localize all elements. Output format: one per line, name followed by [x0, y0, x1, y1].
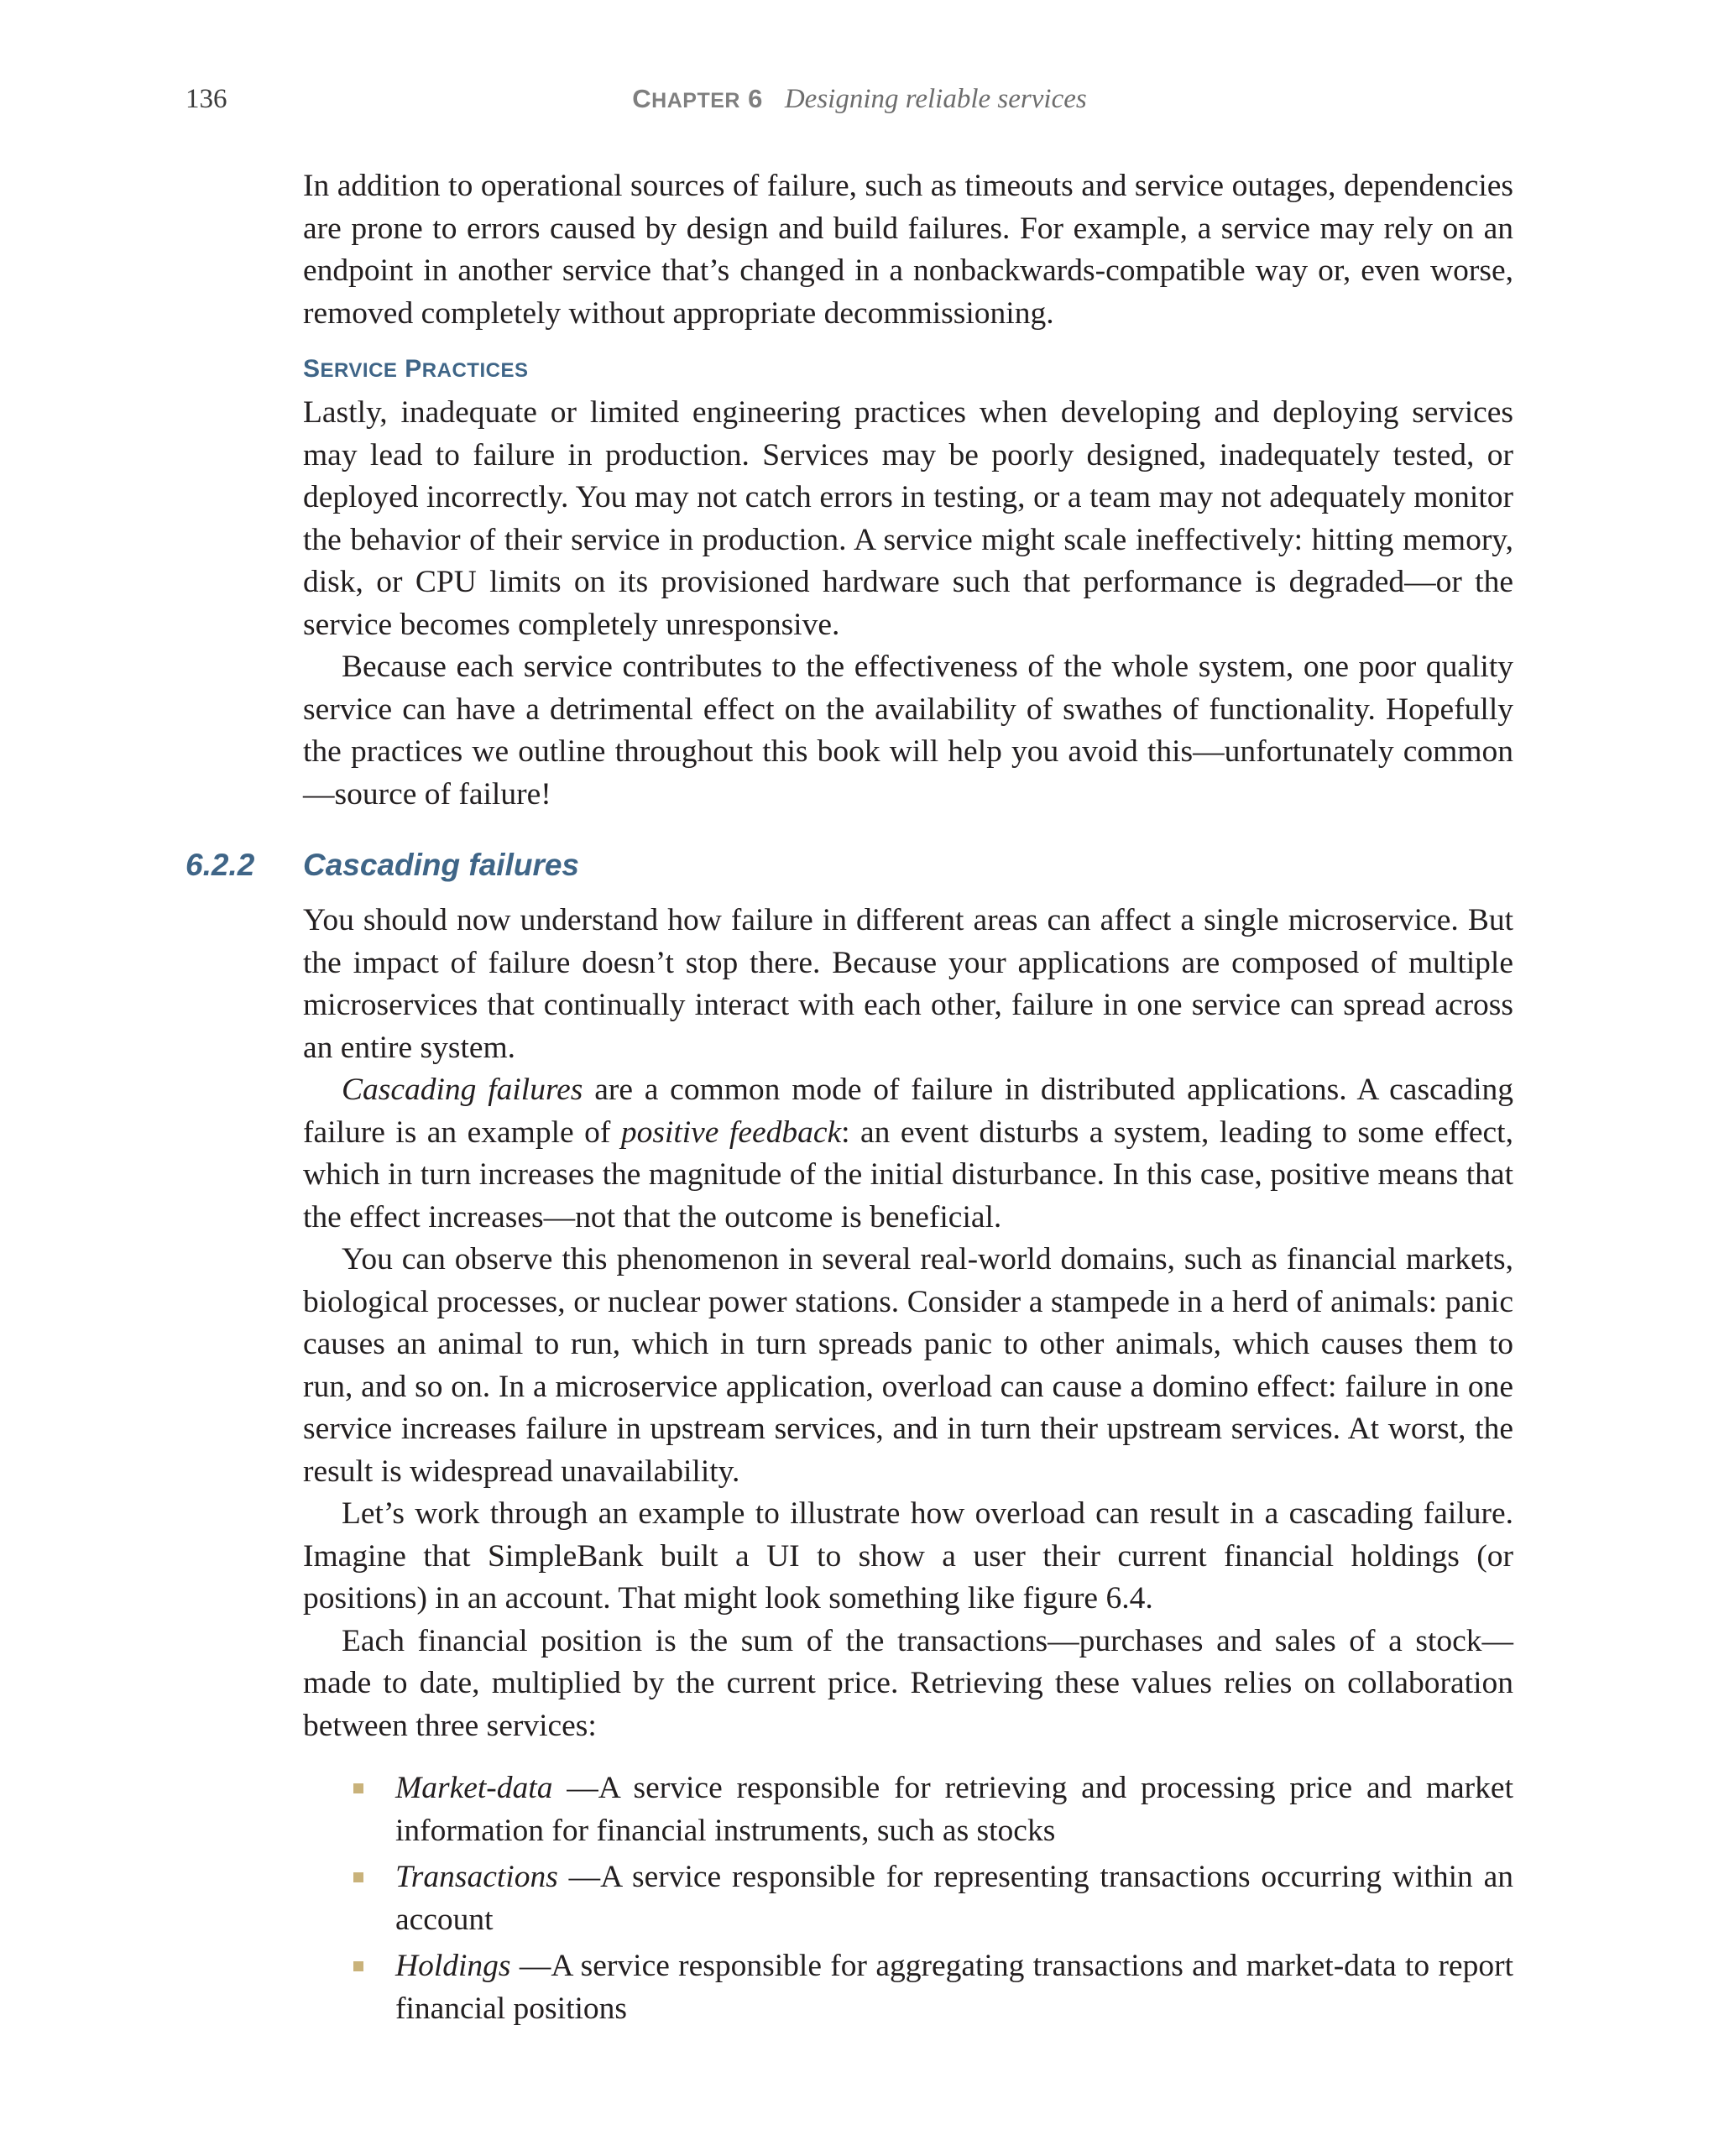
square-bullet-icon [353, 1961, 363, 1971]
section-number: 6.2.2 [185, 848, 255, 882]
service-practices-heading: SERVICE PRACTICES [303, 355, 529, 383]
bullet-text: —A service responsible for representing transactions occurring within an account [395, 1860, 1513, 1937]
bullet-text: —A service responsible for retrieving and processing price and market information for financial instruments, such as stocks [395, 1771, 1513, 1848]
body-paragraph: Let’s work through an example to illustrate how overload can result in a cascading failure. Imagine that SimpleBank built a UI to show a user their current financial holdings (or positions) in an account. That might look something like figure 6.4. [303, 1496, 1513, 1616]
service-practices-paragraph: Lastly, inadequate or limited engineering practices when developing and deploying services may lead to failure in production. Services may be poorly designed, inadequately tested, or deployed incorrectly. You may not catch errors in testing, or a team may not adequately monitor the behavior of their service in production. A service might scale ineffectively: hitting memory, disk, or CPU limits on its provisioned hardware such that performance is degraded—or the service becomes completely unresponsive. [303, 395, 1513, 642]
body-paragraph: Each financial position is the sum of the transactions—purchases and sales of a stock—made to date, multiplied by the current price. Retrieving these values relies on collaboration between three services: [303, 1623, 1513, 1743]
body-paragraph: You should now understand how failure in different areas can affect a single microservice. But the impact of failure doesn’t stop there. Because your applications are composed of multiple microservices that continually interact with each other, failure in one service can spread across an entire system. [303, 903, 1513, 1065]
list-item [303, 1767, 1513, 1852]
section-title: Cascading failures [303, 848, 580, 882]
running-head [0, 81, 1719, 119]
square-bullet-icon [353, 1872, 363, 1882]
term-cascading-failures: Cascading failures [342, 1073, 583, 1107]
bullet-text: —A service responsible for aggregating transactions and market-data to report financial positions [395, 1949, 1513, 2026]
list-item [303, 1945, 1513, 2030]
chapter-title: Designing reliable services [784, 84, 1087, 114]
body-paragraph: You can observe this phenomenon in several real-world domains, such as financial markets, biological processes, or nuclear power stations. Consider a stampede in a herd of animals: panic causes an animal to run, which in turn spreads panic to other animals, which causes them to run, and so on. In a microservice application, overload can cause a domino effect: failure in one service increases failure in upstream services, and in turn their upstream services. At worst, the result is widespread unavailability. [303, 1242, 1513, 1489]
service-practices-paragraph: Because each service contributes to the effectiveness of the whole system, one poor quality service can have a detrimental effect on the availability of swathes of functionality. Hopefully the practices we outline throughout this book will help you avoid this—unfortunately common—source of failure! [303, 650, 1513, 812]
services-list [303, 1767, 1513, 2034]
chapter-label: CHAPTER 6 [632, 84, 763, 113]
list-item [303, 1856, 1513, 1941]
service-practices-block [303, 392, 1513, 816]
intro-block [303, 165, 1513, 335]
term-positive-feedback: positive feedback [620, 1115, 842, 1150]
square-bullet-icon [353, 1783, 363, 1793]
cascading-failures-block [303, 900, 1513, 1747]
bullet-term: Market-data [395, 1771, 553, 1805]
body-paragraph: Cascading failures are a common mode of failure in distributed applications. A cascading failure is an example of positive feedback: an event disturbs a system, leading to some effect, which in turn increases the magnitude of the initial disturbance. In this case, positive means that the effect increases—not that the outcome is beneficial. [303, 1073, 1513, 1235]
page-number: 136 [185, 84, 227, 114]
bullet-term: Holdings [395, 1949, 511, 1983]
intro-paragraph: In addition to operational sources of failure, such as timeouts and service outages, dependencies are prone to errors caused by design and build failures. For example, a service may rely on an endpoint in another service that’s changed in a nonbackwards-compatible way or, even worse, removed completely without appropriate decommissioning. [303, 169, 1513, 331]
bullet-term: Transactions [395, 1860, 558, 1894]
